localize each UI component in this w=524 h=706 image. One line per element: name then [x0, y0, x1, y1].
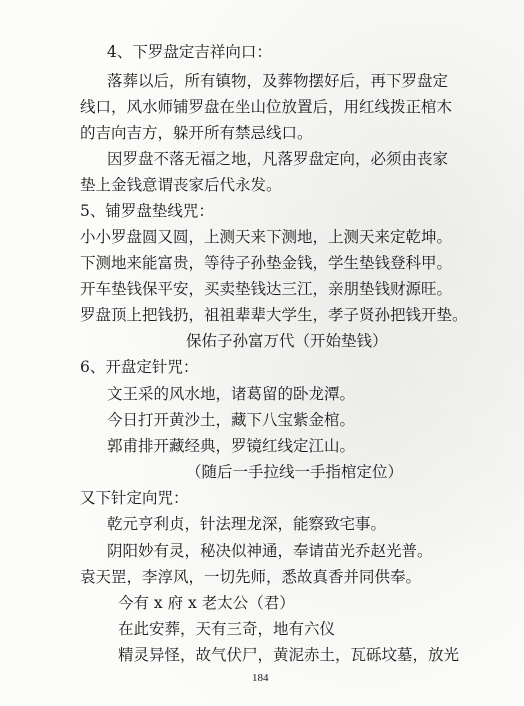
section-4-heading: 4、下罗盘定吉祥向口：	[107, 43, 272, 61]
section-4-paragraph-1-line-2: 线口，风水师铺罗盘在坐山位放置后，用红线拨正棺木	[80, 98, 453, 116]
section-5-line-1: 小小罗盘圆又圆，上测天来下测地，上测天来定乾坤。	[80, 228, 453, 246]
chant-line-4: 今有 x 府 x 老太公（君）	[118, 594, 295, 612]
section-6-line-2: 今日打开黄沙土，藏下八宝紫金棺。	[107, 411, 356, 429]
chant-line-5: 在此安葬，天有三奇，地有六仪	[118, 620, 336, 638]
chant-line-6: 精灵异怪，故气伏尸，黄泥赤土，瓦砾坟墓，放光	[118, 646, 460, 664]
chant-line-3: 袁天罡，李淳风，一切先师，悉故真香并同供奉。	[80, 568, 422, 586]
section-4-paragraph-2-line-1: 因罗盘不落无福之地，凡落罗盘定向，必须由丧家	[107, 150, 449, 168]
chant-line-1: 乾元亨利贞，针法理龙深，能察致宅事。	[107, 515, 387, 533]
page-number: 184	[252, 672, 269, 684]
section-5-heading: 5、铺罗盘垫线咒：	[80, 202, 214, 220]
section-6-note: （随后一手拉线一手指棺定位）	[186, 463, 404, 481]
section-6-line-1: 文王采的风水地，诸葛留的卧龙潭。	[107, 385, 356, 403]
section-5-line-3: 开车垫钱保平安，买卖垫钱达三江，亲朋垫钱财源旺。	[80, 280, 453, 298]
section-4-paragraph-1-line-3: 的吉向吉方，躲开所有禁忌线口。	[80, 124, 313, 142]
section-4-paragraph-2-line-2: 垫上金钱意谓丧家后代永发。	[80, 176, 282, 194]
section-6-line-3: 郭甫排开藏经典，罗镜红线定江山。	[107, 437, 356, 455]
section-5-line-4: 罗盘顶上把钱扔，祖祖辈辈大学生，孝子贤孙把钱开垫。	[80, 306, 468, 324]
section-6-heading: 6、开盘定针咒：	[80, 358, 199, 376]
chant-line-2: 阴阳妙有灵，秘决似神通，奉请苗光乔赵光普。	[107, 542, 433, 560]
section-5-closing: 保佑子孙富万代（开始垫钱）	[186, 332, 388, 350]
section-4-paragraph-1-line-1: 落葬以后，所有镇物，及葬物摆好后，再下罗盘定	[107, 72, 449, 90]
section-6-subheading: 又下针定向咒：	[80, 489, 189, 507]
section-5-line-2: 下测地来能富贵，等待子孙垫金钱，学生垫钱登科甲。	[80, 254, 453, 272]
